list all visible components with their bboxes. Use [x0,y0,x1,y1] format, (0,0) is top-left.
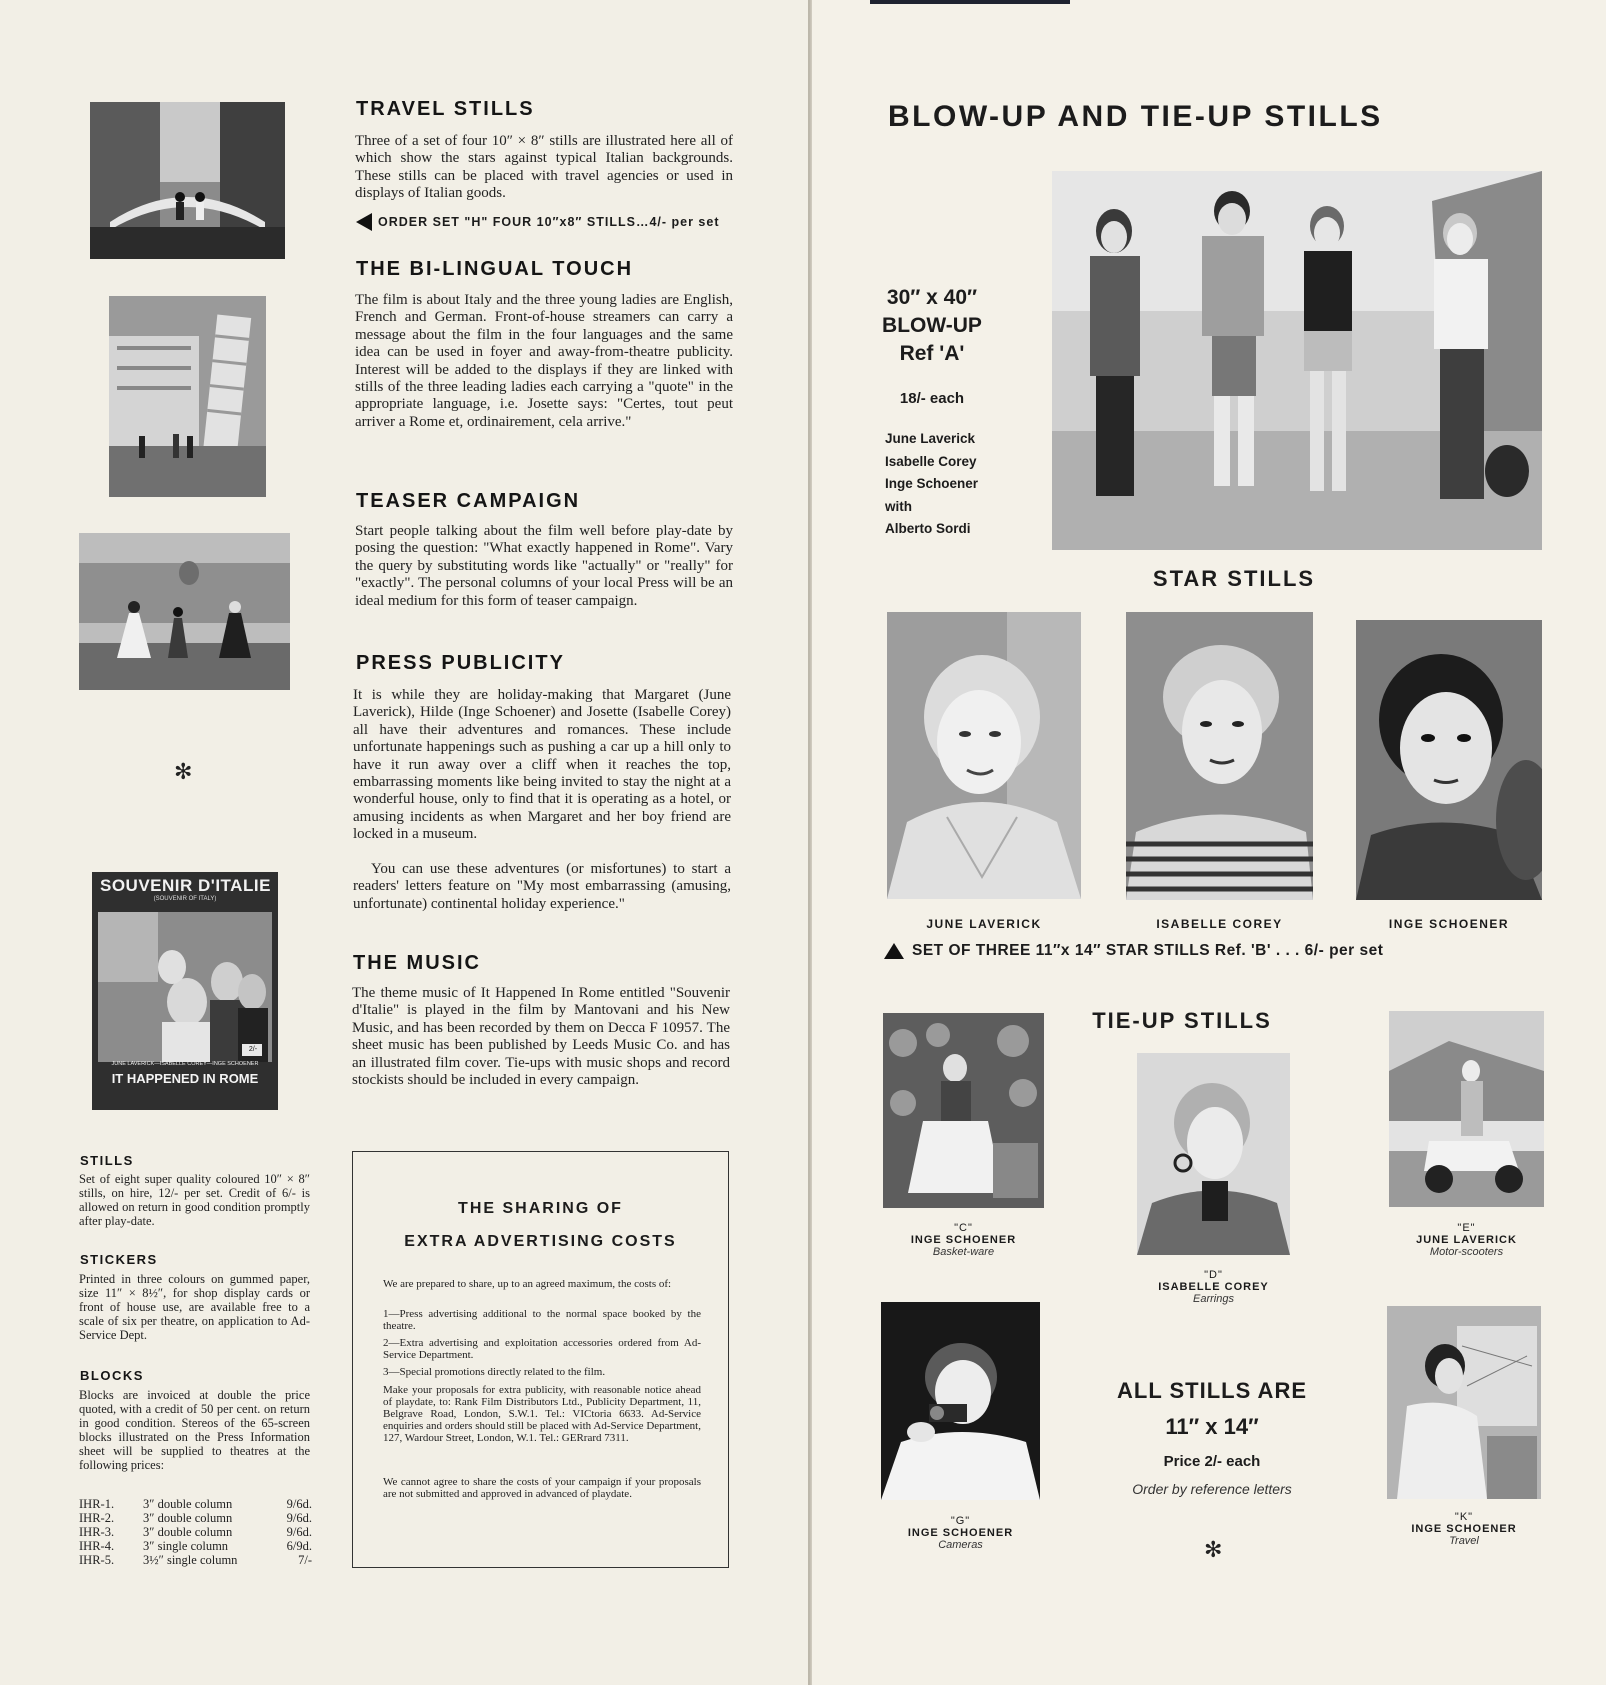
blowup-name-1: June Laverick [885,431,976,446]
blocks-cell-desc: 3″ double column [143,1511,233,1525]
travel-stills-order-text: ORDER SET "H" FOUR 10″x8″ STILLS…4/- per set [378,215,720,229]
travel-stills-text: Three of a set of four 10″ × 8″ stills are illustrated here all of which show the stars against typical Italian backgrounds. These stills can be placed with travel agencies or used in displays of Italian goods. [355,133,733,202]
blocks-cell-desc: 3″ double column [143,1497,233,1511]
blocks-cell-ref: IHR-2. [79,1511,115,1525]
star-stills-heading: STAR STILLS [1152,566,1316,591]
blowup-price: 18/- each [899,390,965,407]
sharing-heading-1: THE SHARING OF [458,1200,623,1217]
photo-tieup-c-basketware [883,1013,1044,1208]
tieup-e-name: JUNE LAVERICK [1416,1234,1517,1246]
teaser-text: Start people talking about the film well before play-date by posing the question: "What exactly happened in Rome". Vary the query by substituting words like "actually" or "really" for "exactly". The personal columns of your local Press will be an ideal medium for this form of teaser campaign. [355,523,733,609]
all-stills-line-1: ALL STILLS ARE [1117,1378,1307,1403]
blocks-cell-ref: IHR-1. [79,1497,115,1511]
blocks-cell-desc: 3″ double column [143,1525,233,1539]
star-caption-3: INGE SCHOENER [1388,917,1510,931]
triangle-up-icon [884,943,904,959]
tieup-k-name: INGE SCHOENER [1411,1523,1517,1535]
top-edge-mark [870,0,1070,4]
music-text: The theme music of It Happened In Rome entitled "Souvenir d'Italie" is played in the film by Mantovani and his New Music, and has been recorded by them on Decca F 10957. The sheet music has been published by Leeds Music Co. and has an illustrated film cover. Tie-ups with music shops and record stockists should be included in every campaign. [352,985,730,1089]
photo-tieup-d-earrings [1137,1053,1290,1255]
blowup-name-2: Isabelle Corey [885,453,977,469]
tieup-d-caption [1137,1269,1290,1305]
star-stills-order [884,942,1383,960]
sheet-music-cover [92,872,278,1110]
travel-stills-order [356,213,720,231]
blowup-info [870,284,994,368]
blowup-name-3: Inge Schoener [885,476,979,491]
blocks-cell-price: 7/- [298,1553,312,1567]
sheet-music-title: SOUVENIR D'ITALIE [100,876,271,895]
tieup-g-name: INGE SCHOENER [907,1527,1014,1539]
photo-florence-view [79,533,290,690]
sheet-music-subtitle: (SOUVENIR OF ITALY) [153,896,217,902]
tieup-c-theme: Basket-ware [932,1246,995,1258]
blocks-cell-price: 6/9d. [286,1539,312,1553]
blowup-label: BLOW-UP [882,314,982,337]
tieup-k-theme: Travel [1449,1535,1479,1547]
all-stills-price: Price 2/- each [1163,1453,1261,1470]
tieup-e-ref: "E" [1457,1222,1476,1234]
blowup-ref: Ref 'A' [899,342,965,365]
blocks-cell-ref: IHR-4. [79,1539,115,1553]
blowup-name-4: with [885,498,912,514]
all-stills-note: Order by reference letters [1132,1481,1292,1497]
tieup-k-ref: "K" [1454,1511,1474,1523]
stills-text: Set of eight super quality coloured 10″ × 8″ stills, on hire, 12/- per set. Credit of 6/- is allowed on return in good condition promptly after play-date. [79,1172,310,1228]
blocks-heading: BLOCKS [80,1368,144,1383]
photo-isabelle-corey [1126,612,1313,900]
tieup-e-caption [1389,1222,1544,1258]
tieup-c-caption [883,1222,1044,1258]
travel-stills-heading: TRAVEL STILLS [356,98,535,120]
blocks-cell-ref: IHR-5. [79,1553,115,1567]
blowup-size: 30″ x 40″ [886,286,978,309]
bilingual-text: The film is about Italy and the three young ladies are English, French and German. Front-of-house streamers can carry a message about the film in the four languages and the same idea can be used in foyer and away-from-theatre publicity. Interest will be added to the displays if they are linked with stills of the three leading ladies each carrying a "quote" in the appropriate language, i.e. Josette says: "Certes, tout peut arriver a Rome et, ordinairement, cela arrive." [355,292,733,430]
blocks-cell-price: 9/6d. [286,1511,312,1525]
sharing-intro: We are prepared to share, up to an agreed maximum, the costs of: [383,1278,672,1290]
tieup-c-name: INGE SCHOENER [910,1234,1017,1246]
blocks-table-row [79,1525,312,1539]
blocks-text: Blocks are invoiced at double the price quoted, with a credit of 50 per cent. on return in good condition. Stereos of the 65-screen blocks illustrated on the Press Information sheet will be supplied to theatres at the following prices: [79,1388,310,1472]
photo-june-laverick [887,612,1081,899]
sharing-para-2: We cannot agree to share the costs of your campaign if your proposals are not submitted and approved in advanced of playdate. [383,1476,701,1500]
tieup-e-theme: Motor-scooters [1429,1246,1504,1258]
sheet-music-cast: JUNE LAVERICK—ISABELLE COREY—INGE SCHOENER [111,1061,259,1067]
asterisk-ornament-right: ✻ [1204,1538,1223,1563]
stills-heading: STILLS [80,1153,134,1168]
blowup-name-5: Alberto Sordi [885,521,971,536]
sharing-item-2: 2—Extra advertising and exploitation accessories ordered from Ad-Service Department. [383,1337,701,1361]
blocks-cell-desc: 3½″ single column [143,1553,238,1567]
blocks-table-row [79,1497,312,1511]
tieup-c-ref: "C" [954,1222,973,1234]
sharing-para-1: Make your proposals for extra publicity, with reasonable notice ahead of playdate, to: Rank Film Distributors Ltd., Publicity Department, 11, Belgrave Road, London, S.W.1. Tel.: VICtoria 6633. Ad-Service enquiries and orders should still be placed with Ad-Service Department, 127, Wardour Street, London, W.1. Tel.: GERrard 7311. [383,1384,701,1444]
tieup-d-name: ISABELLE COREY [1158,1281,1269,1293]
star-caption-2: ISABELLE COREY [1156,917,1283,931]
blocks-cell-price: 9/6d. [286,1497,312,1511]
photo-tieup-e-motor-scooters [1389,1011,1544,1207]
triangle-left-icon [356,213,372,231]
asterisk-ornament: ✻ [174,760,193,785]
stickers-text: Printed in three colours on gummed paper, size 11″ × 8½″, for shop display cards or front of house use, are available free to a scale of six per theatre, on application to Ad-Service Dept. [79,1272,310,1342]
right-page [812,0,1606,1685]
music-heading: THE MUSIC [353,952,481,974]
teaser-heading: TEASER CAMPAIGN [356,490,581,512]
photo-blowup-four-stars [1052,171,1542,550]
page-title: BLOW-UP AND TIE-UP STILLS [888,100,1383,133]
blocks-table-row [79,1539,312,1553]
photo-inge-schoener [1356,620,1542,900]
tieup-g-caption [881,1515,1040,1551]
stickers-heading: STICKERS [80,1252,158,1267]
photo-tieup-k-travel [1387,1306,1541,1499]
star-stills-order-text: SET OF THREE 11″x 14″ STAR STILLS Ref. 'B' . . . 6/- per set [912,942,1384,959]
sheet-music-price: 2/- [248,1046,258,1053]
tieup-d-ref: "D" [1204,1269,1223,1281]
press-heading: PRESS PUBLICITY [356,652,565,674]
blowup-names [885,428,978,541]
blocks-cell-price: 9/6d. [286,1525,312,1539]
tieup-d-theme: Earrings [1193,1293,1234,1305]
tieup-k-caption [1387,1511,1541,1547]
press-text: It is while they are holiday-making that Margaret (June Laverick), Hilde (Inge Schoener) and Josette (Isabelle Corey) all have their adventures and romances. These include unfortunate happenings such as pushing a car up a hill only to have it run away over a cliff when it reaches the top, embarrassing moments like being invited to stay the night at a wonderful house, only to find that it is operating as a hotel, or amusing incidents as when Margaret and her boy friend are locked in a museum. [353,687,731,843]
all-stills-line-2: 11″ x 14″ [1165,1414,1259,1439]
blocks-table-row [79,1553,312,1567]
star-caption-1: JUNE LAVERICK [926,917,1042,931]
sharing-item-3: 3—Special promotions directly related to the film. [383,1366,606,1378]
blocks-table-row [79,1511,312,1525]
press-text-2: You can use these adventures (or misfortunes) to start a readers' letters feature on "My most embarrassing (amusing, unfortunate) continental holiday experience." [353,861,731,912]
photo-venice-bridge [90,102,285,259]
sharing-item-1: 1—Press advertising additional to the normal space booked by the theatre. [383,1308,701,1332]
tieup-g-ref: "G" [950,1515,971,1527]
tieup-g-theme: Cameras [938,1539,983,1551]
bilingual-heading: THE BI-LINGUAL TOUCH [356,258,634,280]
blocks-cell-ref: IHR-3. [79,1525,115,1539]
sharing-heading-2: EXTRA ADVERTISING COSTS [404,1233,677,1250]
blocks-cell-desc: 3″ single column [143,1539,229,1553]
tieup-heading: TIE-UP STILLS [1092,1008,1272,1033]
blocks-price-table [79,1497,312,1567]
photo-pisa-tower [109,296,266,497]
sharing-costs-box [352,1151,729,1568]
sheet-music-film-title: IT HAPPENED IN ROME [111,1071,259,1086]
photo-tieup-g-cameras [881,1302,1040,1500]
